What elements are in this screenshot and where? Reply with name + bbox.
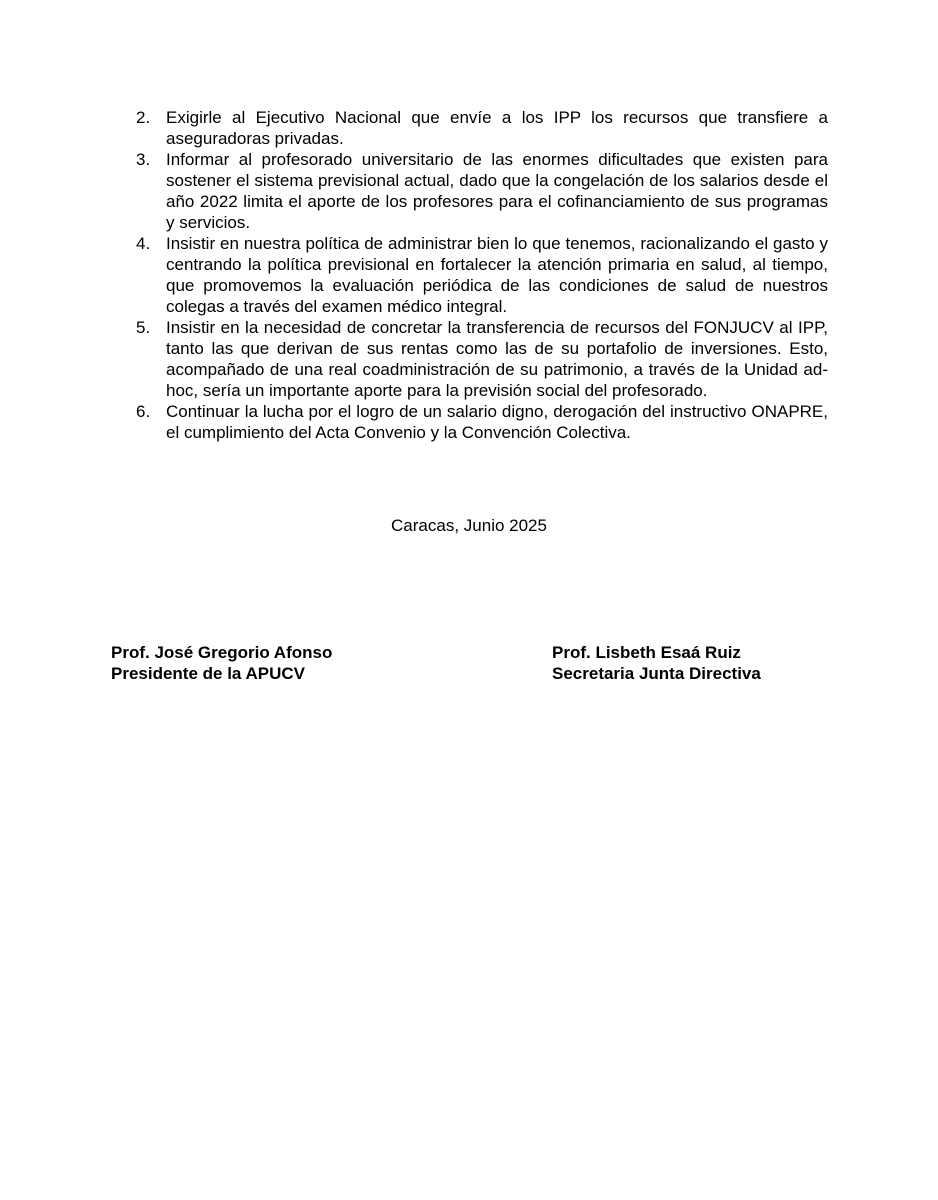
list-item (136, 149, 828, 233)
list-item (136, 317, 828, 401)
list-item-text: Insistir en nuestra política de administrar bien lo que tenemos, racionalizando el gasto y centrando la política previsional en fortalecer la atención primaria en salud, al tiempo, que promovemos la evaluación periódica de las condiciones de salud de nuestros colegas a través del examen médico integral. (166, 234, 828, 316)
place-date: Caracas, Junio 2025 (391, 516, 547, 535)
list-item (136, 107, 828, 149)
signatory-name: Prof. Lisbeth Esaá Ruiz (552, 643, 741, 662)
signature-block-right (552, 642, 761, 684)
list-item-text: Informar al profesorado universitario de las enormes dificultades que existen para sostener el sistema previsional actual, dado que la congelación de los salarios desde el año 2022 limita el aporte de los profesores para el cofinanciamiento de sus programas y servicios. (166, 150, 828, 232)
list-item-text: Continuar la lucha por el logro de un salario digno, derogación del instructivo ONAPRE, el cumplimiento del Acta Convenio y la Convención Colectiva. (166, 402, 828, 442)
list-item-number: 3. (136, 150, 151, 169)
signatory-title: Presidente de la APUCV (111, 664, 305, 683)
list-item-number: 2. (136, 108, 151, 127)
signatory-title: Secretaria Junta Directiva (552, 664, 761, 683)
signatory-name: Prof. José Gregorio Afonso (111, 643, 333, 662)
list-item (136, 401, 828, 443)
list-item-number: 6. (136, 402, 151, 421)
list-item (136, 233, 828, 317)
list-item-text: Insistir en la necesidad de concretar la transferencia de recursos del FONJUCV al IPP, tanto las que derivan de sus rentas como las de su portafolio de inversiones. Esto, acompañado de una real coadministración de su patrimonio, a través de la Unidad ad-hoc, sería un importante aporte para la previsión social del profesorado. (166, 318, 828, 400)
list-item-number: 4. (136, 234, 151, 253)
list-item-number: 5. (136, 318, 151, 337)
resolutions-list (136, 107, 828, 443)
list-item-text: Exigirle al Ejecutivo Nacional que envíe a los IPP los recursos que transfiere a aseguradoras privadas. (166, 108, 828, 148)
signature-block-left (111, 642, 332, 684)
